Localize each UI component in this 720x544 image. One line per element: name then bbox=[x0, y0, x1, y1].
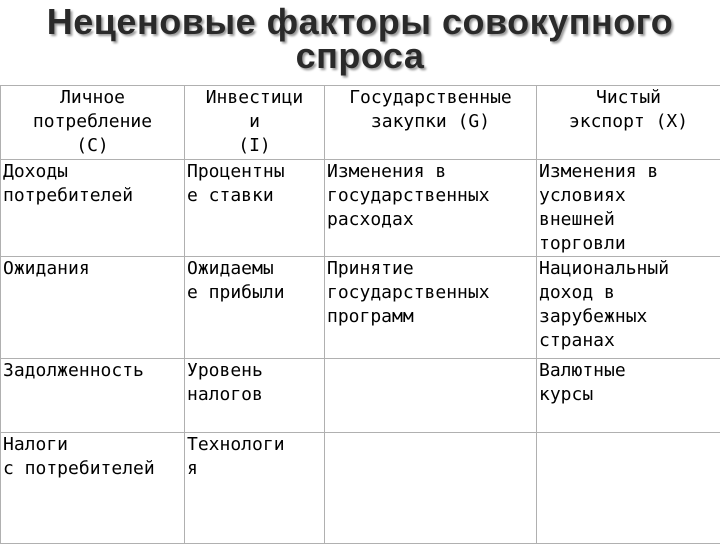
table-cell bbox=[537, 160, 720, 257]
table-cell bbox=[325, 433, 537, 544]
table-cell bbox=[325, 359, 537, 433]
table-cell bbox=[1, 160, 185, 257]
cell-text: Задолженность bbox=[3, 360, 144, 381]
header-net-export-label: Чистый экспорт (X) bbox=[569, 87, 688, 132]
cell-text: Налоги с потребителей bbox=[3, 434, 155, 479]
cell-text: Ожидаемы е прибыли bbox=[187, 258, 285, 303]
header-government bbox=[325, 86, 537, 160]
cell-text: Изменения в государственных расходах bbox=[327, 161, 490, 230]
table-cell bbox=[185, 359, 325, 433]
table-cell bbox=[185, 257, 325, 359]
table-cell bbox=[537, 257, 720, 359]
table-cell bbox=[325, 160, 537, 257]
cell-text: Уровень налогов bbox=[187, 360, 263, 405]
table-cell bbox=[537, 359, 720, 433]
table-row bbox=[1, 257, 720, 359]
table-cell bbox=[185, 160, 325, 257]
header-investment bbox=[185, 86, 325, 160]
cell-text: Ожидания bbox=[3, 258, 90, 279]
table-header-row bbox=[1, 86, 720, 160]
header-investment-label: Инвестици и (I) bbox=[206, 87, 304, 156]
header-government-label: Государственные закупки (G) bbox=[349, 87, 512, 132]
cell-text: Изменения в условиях внешней торговли bbox=[539, 161, 658, 254]
cell-text: Валютные курсы bbox=[539, 360, 626, 405]
header-consumption-label: Личное потребление (C) bbox=[33, 87, 152, 156]
table-cell bbox=[537, 433, 720, 544]
demand-factors-table bbox=[0, 85, 720, 544]
table-cell bbox=[1, 257, 185, 359]
header-net-export bbox=[537, 86, 720, 160]
cell-text: Национальный доход в зарубежных странах bbox=[539, 258, 669, 351]
table-cell bbox=[185, 433, 325, 544]
cell-text: Принятие государственных программ bbox=[327, 258, 490, 327]
cell-text: Процентны е ставки bbox=[187, 161, 285, 206]
slide-title bbox=[0, 0, 720, 78]
table-row bbox=[1, 160, 720, 257]
table-cell bbox=[1, 433, 185, 544]
slide-title-line-1: Неценовые факторы совокупного bbox=[0, 0, 720, 44]
table-cell bbox=[1, 359, 185, 433]
cell-text: Технологи я bbox=[187, 434, 285, 479]
slide-title-line-2: спроса bbox=[0, 34, 720, 78]
table-cell bbox=[325, 257, 537, 359]
cell-text: Доходы потребителей bbox=[3, 161, 133, 206]
table-row bbox=[1, 433, 720, 544]
header-consumption bbox=[1, 86, 185, 160]
table-row bbox=[1, 359, 720, 433]
